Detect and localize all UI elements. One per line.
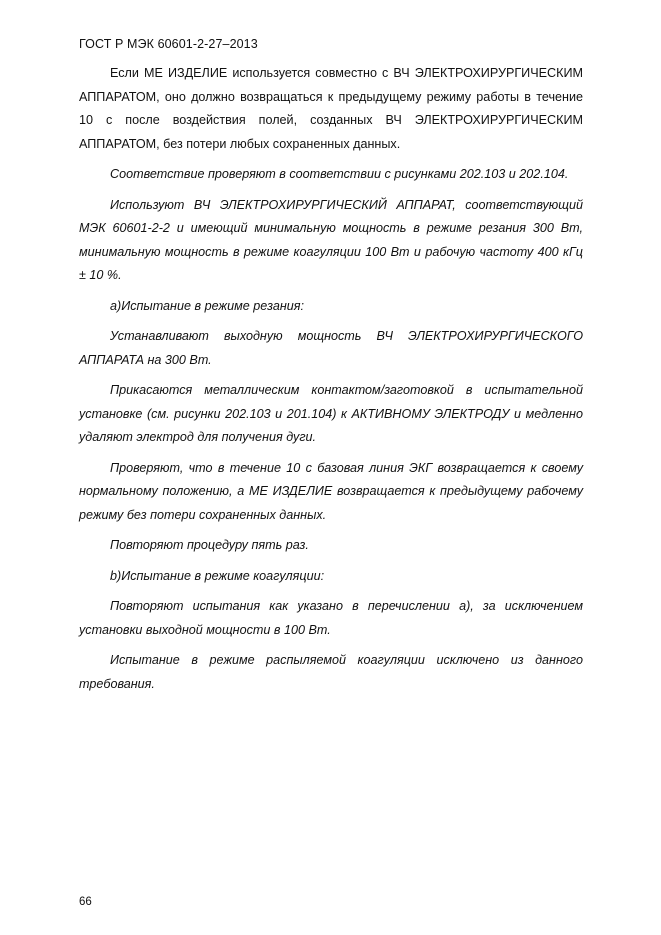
paragraph-repeat: Повторяют процедуру пять раз. [110, 538, 309, 552]
document-body [79, 62, 583, 703]
paragraph-test-cutting-heading: a)Испытание в режиме резания: [110, 298, 304, 313]
paragraph-set-power: Устанавливают выходную мощность ВЧ ЭЛЕКТРОХИРУРГИЧЕСКОГО АППАРАТА на 300 Вт. [79, 329, 583, 367]
paragraph-equipment: Используют ВЧ ЭЛЕКТРОХИРУРГИЧЕСКИЙ АППАРАТ, соответствующий МЭК 60601-2-2 и имеющий минимальную мощность в режиме резания 300 Вт, минимальную мощность в режиме коагуляции 100 Вт и рабочую частоту 400 кГц ± 10 %. [79, 197, 583, 282]
paragraph-compliance: Соответствие проверяют в соответствии с рисунками 202.103 и 202.104. [110, 167, 569, 181]
page-number: 66 [79, 896, 92, 908]
document-header: ГОСТ Р МЭК 60601-2-27–2013 [79, 37, 258, 51]
paragraph-spray-exclusion: Испытание в режиме распыляемой коагуляции исключено из данного требования. [79, 653, 583, 691]
paragraph-touch-electrode: Прикасаются металлическим контактом/заготовкой в испытательной установке (см. рисунки 202.103 и 201.104) к АКТИВНОМУ ЭЛЕКТРОДУ и медленно удаляют электрод для получения дуги. [79, 383, 583, 444]
paragraph-check-baseline: Проверяют, что в течение 10 с базовая линия ЭКГ возвращается к своему нормальному положению, а МЕ ИЗДЕЛИЕ возвращается к предыдущему рабочему режиму без потери сохраненных данных. [79, 460, 583, 522]
paragraph-test-coagulation-heading: b)Испытание в режиме коагуляции: [110, 568, 325, 583]
paragraph-requirement: Если МЕ ИЗДЕЛИЕ используется совместно с ВЧ ЭЛЕКТРОХИРУРГИЧЕСКИМ АППАРАТОМ, оно должно возвращаться к предыдущему режиму работы в течение 10 с после воздействия полей, созданных ВЧ ЭЛЕКТРОХИРУРГИЧЕСКИМ АППАРАТОМ, без потери любых сохраненных данных. [79, 66, 583, 151]
paragraph-repeat-tests: Повторяют испытания как указано в перечислении a), за исключением установки выходной мощности в 100 Вт. [79, 599, 583, 637]
